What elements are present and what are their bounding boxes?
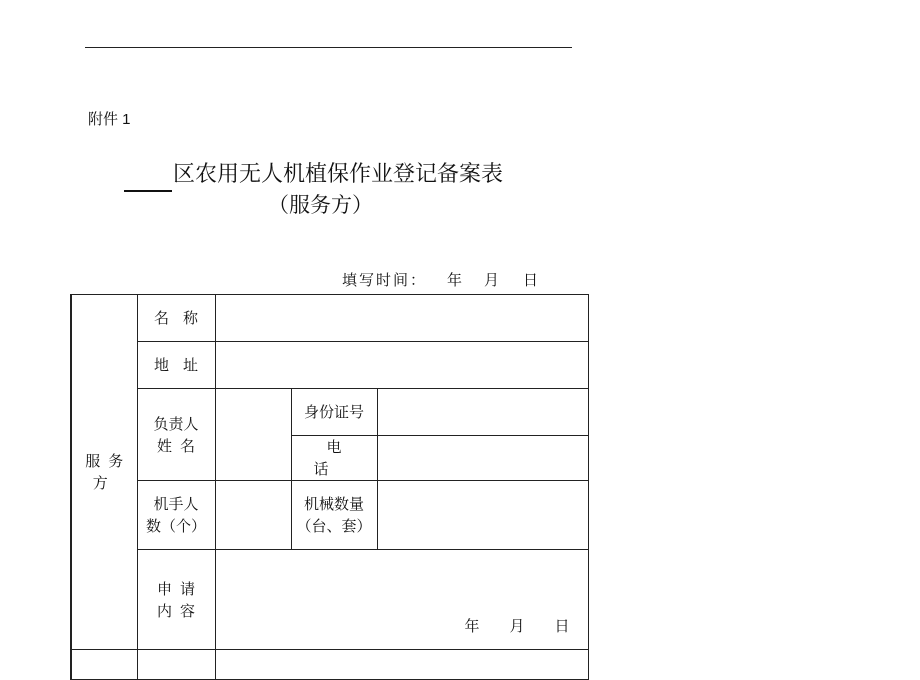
next-row-cell-2 bbox=[137, 650, 215, 680]
next-row-cell-3 bbox=[215, 650, 588, 680]
machine-count-label-cell bbox=[291, 481, 377, 550]
operator-label-line1: 机手人 bbox=[153, 495, 199, 513]
responsible-label-line1: 负责人 bbox=[153, 414, 199, 433]
responsible-value-cell[interactable] bbox=[215, 389, 291, 481]
address-value-cell[interactable] bbox=[215, 342, 588, 389]
name-value-cell[interactable] bbox=[215, 295, 588, 342]
application-label-cell bbox=[137, 550, 215, 650]
application-value-cell[interactable] bbox=[215, 550, 588, 650]
name-label: 名称 bbox=[153, 309, 212, 327]
machine-count-value-cell[interactable] bbox=[377, 481, 588, 550]
application-date-day: 日 bbox=[554, 617, 570, 635]
id-number-value-cell[interactable] bbox=[377, 389, 588, 436]
next-row-cell-1 bbox=[71, 650, 137, 680]
address-label-cell bbox=[137, 342, 215, 389]
fill-time-line bbox=[342, 269, 540, 290]
fill-time-month: 月 bbox=[484, 271, 502, 289]
address-label: 地址 bbox=[153, 356, 212, 374]
fill-time-day: 日 bbox=[523, 271, 541, 289]
operator-label-cell bbox=[137, 481, 215, 550]
machine-count-label-line1: 机械数量 bbox=[303, 495, 364, 513]
application-label-line2: 内容 bbox=[156, 601, 203, 620]
section-label: 服务方 bbox=[85, 452, 132, 492]
machine-count-label-line2: （台、套） bbox=[296, 517, 372, 535]
operator-label-line2: 数（个） bbox=[145, 517, 206, 535]
application-date-month: 月 bbox=[509, 617, 525, 635]
page-title: 区农用无人机植保作业登记备案表 bbox=[173, 162, 504, 187]
section-label-cell bbox=[71, 295, 137, 650]
fill-time-label: 填写时间： bbox=[342, 271, 428, 289]
top-rule bbox=[85, 47, 572, 48]
phone-label-cell bbox=[291, 436, 377, 481]
application-label-line1: 申请 bbox=[156, 579, 203, 598]
responsible-label-line2: 姓名 bbox=[156, 436, 203, 455]
id-number-label: 身份证号 bbox=[303, 403, 364, 421]
phone-label: 电话 bbox=[313, 438, 368, 478]
fill-time-year: 年 bbox=[447, 271, 465, 289]
page-subtitle: （服务方） bbox=[268, 193, 373, 217]
registration-form-table bbox=[70, 294, 589, 680]
id-number-label-cell bbox=[291, 389, 377, 436]
operator-value-cell[interactable] bbox=[215, 481, 291, 550]
application-date-year: 年 bbox=[464, 617, 480, 635]
attachment-label: 附件 1 bbox=[88, 111, 131, 128]
responsible-label-cell bbox=[137, 389, 215, 481]
name-label-cell bbox=[137, 295, 215, 342]
title-blank-underline bbox=[124, 190, 172, 192]
phone-value-cell[interactable] bbox=[377, 436, 588, 481]
